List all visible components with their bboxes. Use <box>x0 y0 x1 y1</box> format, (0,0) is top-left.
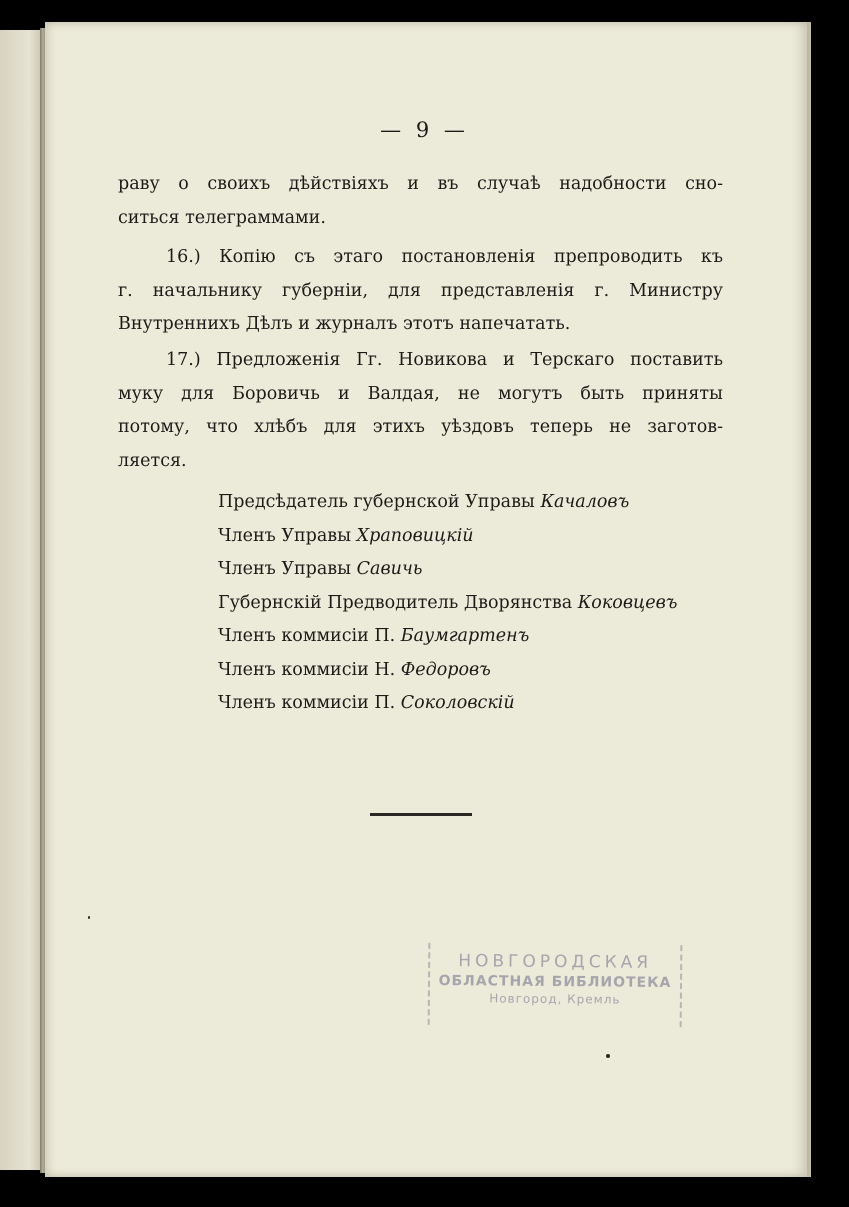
stamp-line: ОБЛАСТНАЯ БИБЛИОТЕКА <box>438 972 672 992</box>
text-line: раву о своихъ дѣйствіяхъ и въ случаѣ надобности сно- <box>118 174 723 194</box>
signature-title: Предсѣдатель губернской Управы <box>218 492 535 512</box>
text-line: ситься телеграммами. <box>118 207 326 228</box>
signature-title: Членъ коммисіи П. <box>218 693 396 713</box>
library-stamp <box>428 943 683 1027</box>
text-line: г. начальнику губерніи, для представленія г. Министру <box>118 280 723 301</box>
signature-name: Савичь <box>356 559 423 579</box>
stamp-line: НОВГОРОДСКАЯ <box>458 951 653 973</box>
signature-title: Членъ коммисіи П. <box>218 626 396 646</box>
signature-title: Членъ Управы <box>218 525 352 546</box>
signature-title: Членъ коммисіи Н. <box>218 659 396 680</box>
signature-name: Качаловъ <box>540 492 630 512</box>
paragraph-16 <box>118 241 723 342</box>
text-line: 17.) Предложенія Гг. Новикова и Терскаго поставить <box>166 350 723 370</box>
text-line: Внутреннихъ Дѣлъ и журналъ этотъ напечатать. <box>118 314 571 334</box>
signature-title: Губернскій Предводитель Дворянства <box>218 592 573 613</box>
stamp-line: Новгород, Кремль <box>489 991 621 1007</box>
paragraph-1 <box>118 168 723 235</box>
signature-name: Баумгартенъ <box>400 626 530 646</box>
signature-name: Храповицкій <box>356 525 474 546</box>
paragraph-17 <box>118 344 723 478</box>
page-right-edge <box>807 22 811 1177</box>
closing-rule <box>370 813 472 816</box>
ink-speck <box>606 1054 610 1058</box>
signature-line <box>218 620 738 654</box>
signature-line <box>218 520 738 554</box>
signature-line <box>218 687 738 721</box>
page-number: — 9 — <box>380 118 469 142</box>
signature-name: Соколовскій <box>400 693 515 713</box>
signature-list <box>218 486 738 721</box>
signature-line <box>218 486 738 520</box>
signature-name: Федоровъ <box>400 659 491 680</box>
signature-name: Коковцевъ <box>577 592 678 613</box>
signature-line <box>218 587 738 621</box>
signature-line <box>218 553 738 587</box>
signature-title: Членъ Управы <box>218 559 352 579</box>
text-line: 16.) Копію съ этаго постановленія препроводить къ <box>166 247 723 267</box>
ink-speck <box>88 916 90 919</box>
left-page-edge <box>0 30 42 1170</box>
signature-line <box>218 654 738 688</box>
text-line: муку для Боровичь и Валдая, не могутъ быть приняты <box>118 383 723 404</box>
text-line: потому, что хлѣбъ для этихъ уѣздовъ теперь не заготов- <box>118 417 723 437</box>
text-line: ляется. <box>118 450 187 471</box>
